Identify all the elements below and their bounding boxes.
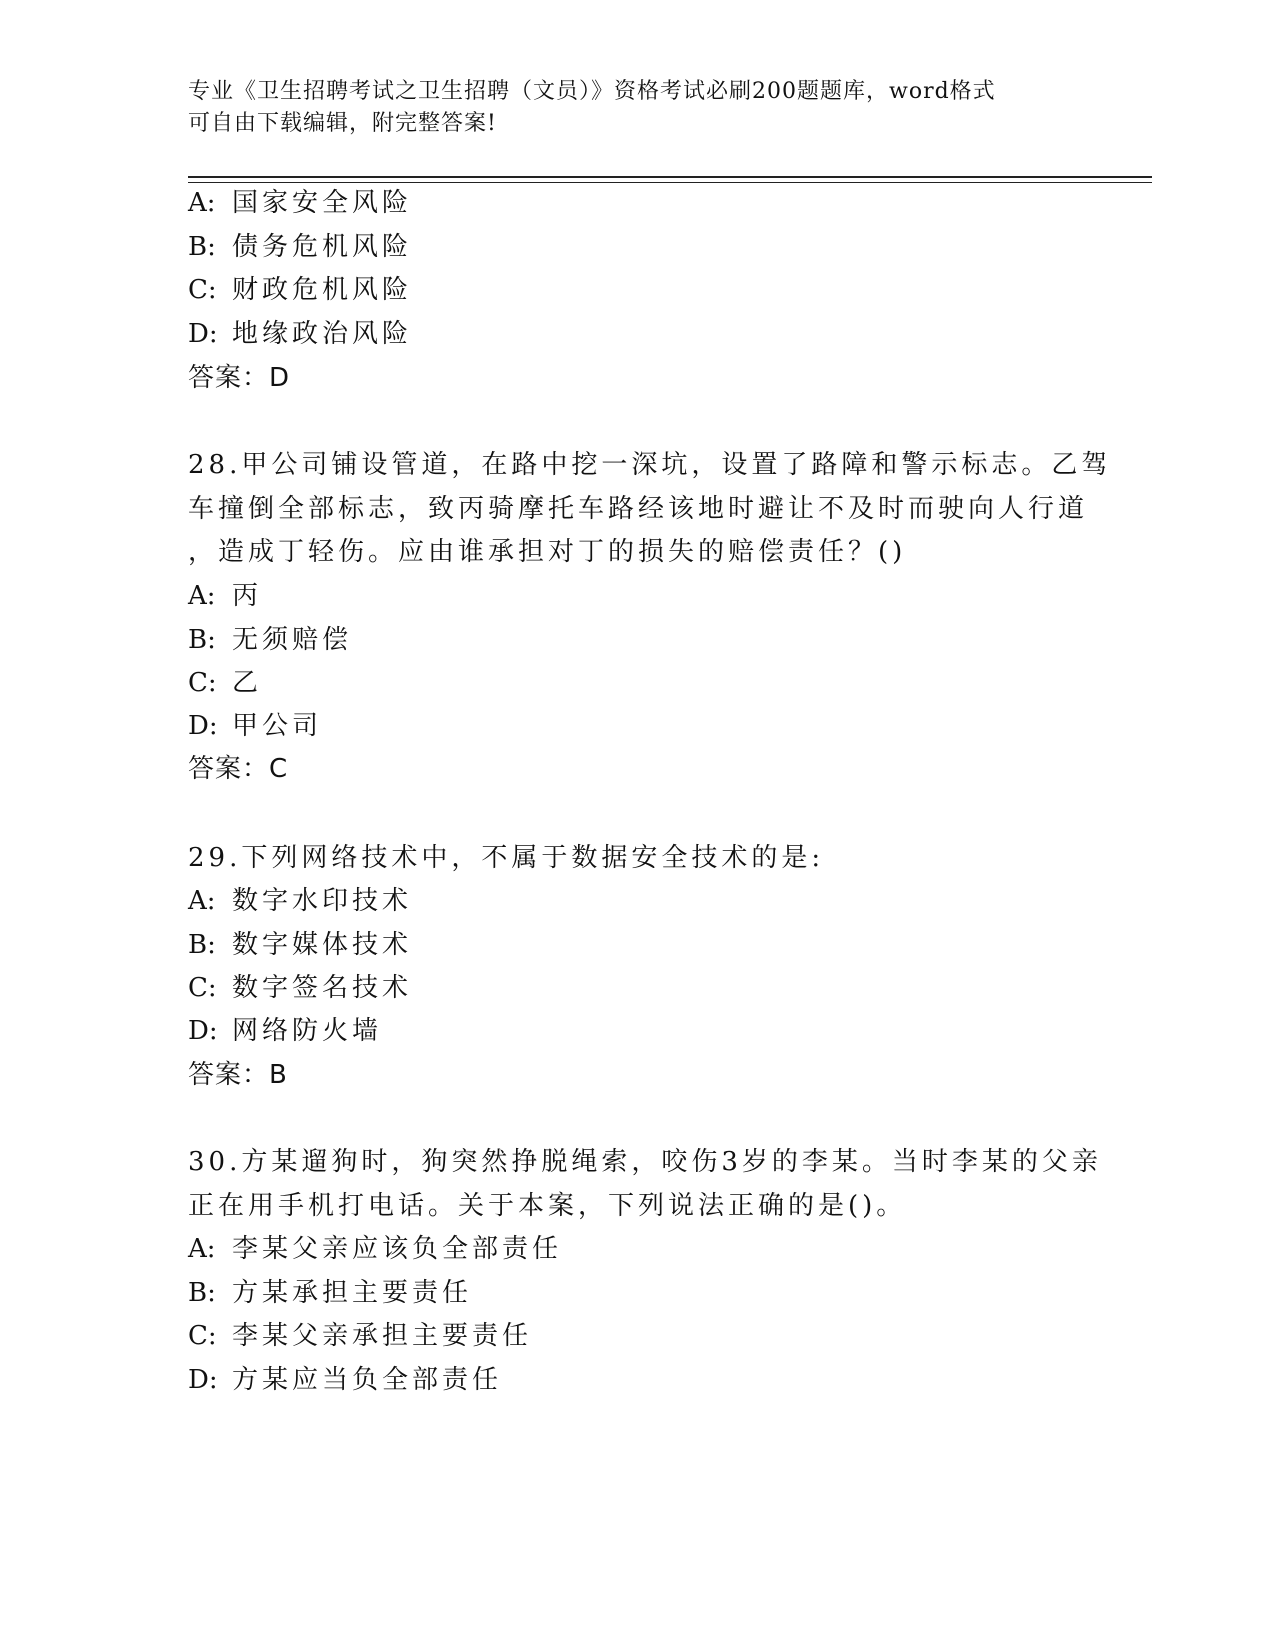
option-text: 李某父亲承担主要责任 bbox=[232, 1321, 533, 1351]
q30-stem-line-1: 30.方某遛狗时，狗突然挣脱绳索，咬伤3岁的李某。当时李某的父亲 bbox=[188, 1147, 1102, 1177]
option-text: 债务危机风险 bbox=[232, 232, 413, 262]
option-text: 地缘政治风险 bbox=[232, 319, 413, 349]
header-line-1: 专业《卫生招聘考试之卫生招聘（文员）》资格考试必刷200题题库，word格式 bbox=[188, 79, 996, 104]
option-letter: A: bbox=[188, 581, 216, 611]
option-letter: A: bbox=[188, 886, 216, 916]
option-letter: A: bbox=[188, 1234, 216, 1264]
option-letter: D: bbox=[188, 711, 218, 741]
q30-option-c bbox=[188, 1321, 532, 1351]
option-text: 数字签名技术 bbox=[232, 973, 413, 1003]
q29-option-a bbox=[188, 886, 412, 916]
q29-stem-line-1: 29.下列网络技术中，不属于数据安全技术的是: bbox=[188, 843, 825, 873]
q28-answer: 答案：C bbox=[188, 754, 289, 784]
q29-option-d bbox=[188, 1016, 382, 1046]
q30-stem-line-2: 正在用手机打电话。关于本案，下列说法正确的是()。 bbox=[188, 1191, 907, 1221]
option-text: 国家安全风险 bbox=[232, 188, 413, 218]
q27-answer: 答案：D bbox=[188, 363, 291, 393]
q28-stem-line-2: 车撞倒全部标志，致丙骑摩托车路经该地时避让不及时而驶向人行道 bbox=[188, 494, 1089, 524]
q27-option-a bbox=[188, 188, 412, 218]
option-letter: C: bbox=[188, 668, 217, 698]
option-letter: C: bbox=[188, 973, 217, 1003]
option-text: 方某应当负全部责任 bbox=[232, 1365, 503, 1395]
header-divider-thick bbox=[188, 176, 1152, 178]
option-text: 无须赔偿 bbox=[232, 625, 353, 655]
q29-option-b bbox=[188, 930, 412, 960]
q28-stem-line-3: ，造成丁轻伤。应由谁承担对丁的损失的赔偿责任？() bbox=[188, 537, 907, 567]
option-text: 网络防火墙 bbox=[232, 1016, 383, 1046]
q29-answer: 答案：B bbox=[188, 1060, 288, 1090]
option-letter: D: bbox=[188, 1016, 218, 1046]
option-letter: A: bbox=[188, 188, 216, 218]
q30-option-b bbox=[188, 1278, 472, 1308]
q28-option-b bbox=[188, 625, 352, 655]
option-text: 甲公司 bbox=[232, 711, 323, 741]
q30-option-a bbox=[188, 1234, 562, 1264]
option-letter: B: bbox=[188, 232, 216, 262]
option-text: 李某父亲应该负全部责任 bbox=[232, 1234, 563, 1264]
option-letter: D: bbox=[188, 1365, 218, 1395]
q28-option-a bbox=[188, 581, 262, 611]
option-text: 财政危机风险 bbox=[232, 275, 413, 305]
option-letter: C: bbox=[188, 1321, 217, 1351]
q28-option-c bbox=[188, 668, 262, 698]
option-text: 数字媒体技术 bbox=[232, 930, 413, 960]
option-text: 数字水印技术 bbox=[232, 886, 413, 916]
header-divider-thin bbox=[188, 182, 1152, 183]
option-letter: B: bbox=[188, 1278, 216, 1308]
q28-option-d bbox=[188, 711, 322, 741]
option-letter: B: bbox=[188, 930, 216, 960]
q29-option-c bbox=[188, 973, 412, 1003]
q28-stem-line-1: 28.甲公司铺设管道，在路中挖一深坑，设置了路障和警示标志。乙驾 bbox=[188, 450, 1112, 480]
header-line-2: 可自由下载编辑，附完整答案! bbox=[188, 111, 497, 136]
q27-option-d bbox=[188, 319, 412, 349]
q27-option-c bbox=[188, 275, 412, 305]
q27-option-b bbox=[188, 232, 412, 262]
option-letter: D: bbox=[188, 319, 218, 349]
option-text: 丙 bbox=[232, 581, 263, 611]
option-text: 方某承担主要责任 bbox=[232, 1278, 473, 1308]
option-letter: C: bbox=[188, 275, 217, 305]
q30-option-d bbox=[188, 1365, 502, 1395]
option-letter: B: bbox=[188, 625, 216, 655]
option-text: 乙 bbox=[232, 668, 263, 698]
document-header bbox=[188, 76, 1068, 140]
